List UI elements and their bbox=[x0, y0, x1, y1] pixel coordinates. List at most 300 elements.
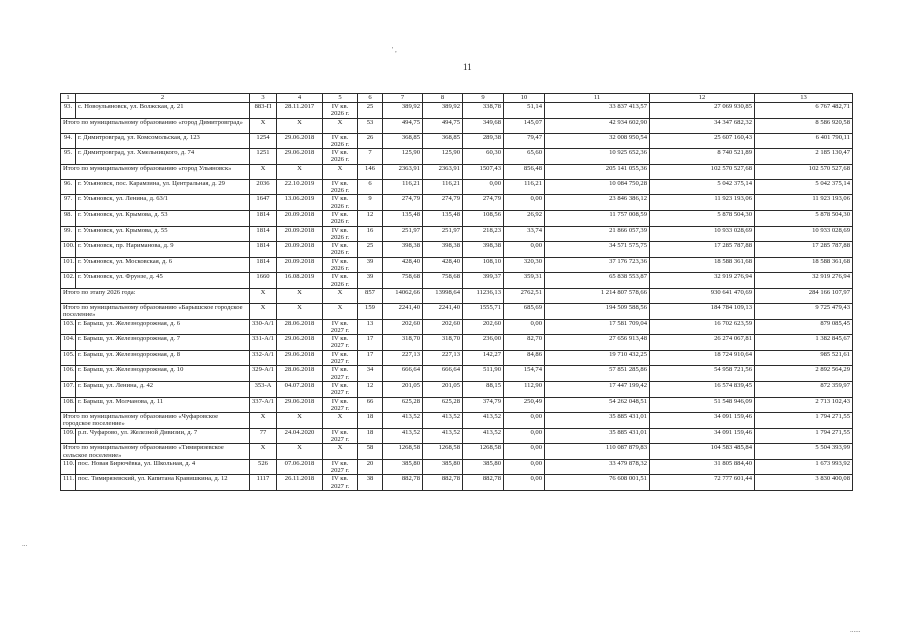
table-cell: 32 919 276,94 bbox=[650, 273, 755, 289]
table-cell: 53 bbox=[358, 118, 383, 133]
table-cell: 27 656 913,48 bbox=[545, 335, 650, 351]
table-cell: 28.11.2017 bbox=[277, 103, 323, 119]
scan-mark-top: ' , bbox=[392, 46, 397, 54]
table-cell: 20.09.2018 bbox=[277, 210, 323, 226]
subtotal-label: Итого по муниципальному образованию «Тимирязевское сельское поселение» bbox=[61, 444, 250, 460]
table-cell: 22.10.2019 bbox=[277, 179, 323, 195]
column-number-cell: 13 bbox=[755, 94, 853, 103]
column-number-cell: 6 bbox=[358, 94, 383, 103]
table-cell: 23 846 386,12 bbox=[545, 195, 650, 211]
subtotal-label: Итого по муниципальному образованию «Чуфаровское городское поселение» bbox=[61, 413, 250, 429]
table-cell: 51 548 946,09 bbox=[650, 397, 755, 413]
table-cell: X bbox=[323, 118, 358, 133]
table-cell: X bbox=[277, 164, 323, 179]
table-cell: 18 588 361,68 bbox=[650, 257, 755, 273]
row-number: 107. bbox=[61, 381, 76, 397]
column-number-cell: 10 bbox=[504, 94, 545, 103]
table-cell: 26 bbox=[358, 133, 383, 149]
table-cell: IV кв. 2027 г. bbox=[323, 335, 358, 351]
table-cell: 25 bbox=[358, 242, 383, 258]
table-cell: 04.07.2018 bbox=[277, 381, 323, 397]
table-cell: 274,79 bbox=[423, 195, 463, 211]
table-cell: 34 091 159,46 bbox=[650, 413, 755, 429]
table-cell: 12 bbox=[358, 381, 383, 397]
table-cell: 110 087 879,83 bbox=[545, 444, 650, 460]
table-cell: 194 509 588,56 bbox=[545, 303, 650, 319]
table-cell: 428,40 bbox=[423, 257, 463, 273]
table-cell: 34 571 575,75 bbox=[545, 242, 650, 258]
table-cell: 274,79 bbox=[463, 195, 504, 211]
table-cell: 27 069 930,85 bbox=[650, 103, 755, 119]
table-cell: 1117 bbox=[250, 475, 277, 491]
table-cell: 28.06.2018 bbox=[277, 366, 323, 382]
table-cell: 77 bbox=[250, 428, 277, 444]
column-number-cell: 3 bbox=[250, 94, 277, 103]
table-cell: 250,49 bbox=[504, 397, 545, 413]
table-cell: 329-А/1 bbox=[250, 366, 277, 382]
table-cell: 1254 bbox=[250, 133, 277, 149]
table-cell: 20.09.2018 bbox=[277, 257, 323, 273]
table-cell: 625,28 bbox=[423, 397, 463, 413]
table-cell: 6 401 790,11 bbox=[755, 133, 853, 149]
subtotal-row bbox=[61, 118, 853, 133]
table-cell: IV кв. 2027 г. bbox=[323, 397, 358, 413]
table-cell: 2036 bbox=[250, 179, 277, 195]
table-cell: 2 892 564,29 bbox=[755, 366, 853, 382]
table-cell: 251,97 bbox=[383, 226, 423, 242]
table-cell: 758,68 bbox=[383, 273, 423, 289]
table-cell: 35 885 431,01 bbox=[545, 413, 650, 429]
table-cell: 1647 bbox=[250, 195, 277, 211]
row-number: 109. bbox=[61, 428, 76, 444]
row-number: 93. bbox=[61, 103, 76, 119]
table-cell: X bbox=[277, 303, 323, 319]
table-cell: IV кв. 2026 г. bbox=[323, 195, 358, 211]
table-cell: 0,00 bbox=[504, 319, 545, 335]
subtotal-row bbox=[61, 303, 853, 319]
table-cell: 39 bbox=[358, 257, 383, 273]
table-cell: 60,30 bbox=[463, 149, 504, 165]
table-row bbox=[61, 273, 853, 289]
table-cell: 8 586 920,58 bbox=[755, 118, 853, 133]
table-cell: 856,48 bbox=[504, 164, 545, 179]
table-cell: г. Ульяновск, ул. Ленина, д. 63/1 bbox=[76, 195, 250, 211]
table-cell: 116,21 bbox=[504, 179, 545, 195]
table-cell: 5 878 504,30 bbox=[650, 210, 755, 226]
table-cell: IV кв. 2026 г. bbox=[323, 103, 358, 119]
table-cell: X bbox=[277, 413, 323, 429]
table-cell: X bbox=[323, 444, 358, 460]
column-number-cell: 9 bbox=[463, 94, 504, 103]
table-cell: 318,70 bbox=[383, 335, 423, 351]
row-number: 97. bbox=[61, 195, 76, 211]
table-cell: 16.08.2019 bbox=[277, 273, 323, 289]
table-cell: 10 933 028,69 bbox=[755, 226, 853, 242]
table-cell: 54 262 048,51 bbox=[545, 397, 650, 413]
table-cell: 872 359,97 bbox=[755, 381, 853, 397]
table-cell: 135,48 bbox=[383, 210, 423, 226]
table-cell: X bbox=[250, 118, 277, 133]
table-cell: 26,92 bbox=[504, 210, 545, 226]
table-cell: 0,00 bbox=[463, 179, 504, 195]
table-cell: X bbox=[250, 444, 277, 460]
table-cell: IV кв. 2026 г. bbox=[323, 133, 358, 149]
table-cell: IV кв. 2027 г. bbox=[323, 350, 358, 366]
table-cell: 32 008 950,54 bbox=[545, 133, 650, 149]
table-cell: X bbox=[250, 303, 277, 319]
table-cell: X bbox=[250, 288, 277, 303]
table-cell: IV кв. 2026 г. bbox=[323, 179, 358, 195]
table-cell: 72 777 601,44 bbox=[650, 475, 755, 491]
table-cell: 1251 bbox=[250, 149, 277, 165]
table-cell: 145,07 bbox=[504, 118, 545, 133]
table-cell: 2363,91 bbox=[423, 164, 463, 179]
table-cell: 1814 bbox=[250, 210, 277, 226]
table-cell: 1 214 807 578,66 bbox=[545, 288, 650, 303]
table-cell: 236,00 bbox=[463, 335, 504, 351]
table-cell: IV кв. 2026 г. bbox=[323, 149, 358, 165]
table-row bbox=[61, 397, 853, 413]
table-cell: 29.06.2018 bbox=[277, 335, 323, 351]
table-cell: 2762,51 bbox=[504, 288, 545, 303]
table-cell: 88,15 bbox=[463, 381, 504, 397]
table-cell: 26 274 067,81 bbox=[650, 335, 755, 351]
table-cell: 331-А/1 bbox=[250, 335, 277, 351]
table-cell: 359,31 bbox=[504, 273, 545, 289]
table-cell: 25 bbox=[358, 103, 383, 119]
table-cell: 201,05 bbox=[423, 381, 463, 397]
table-cell: 38 bbox=[358, 475, 383, 491]
table-cell: 413,52 bbox=[463, 413, 504, 429]
table-cell: пос. Новая Бирючёвка, ул. Школьная, д. 4 bbox=[76, 459, 250, 475]
table-cell: IV кв. 2027 г. bbox=[323, 366, 358, 382]
column-number-cell: 8 bbox=[423, 94, 463, 103]
row-number: 104. bbox=[61, 335, 76, 351]
table-cell: 13 bbox=[358, 319, 383, 335]
table-row bbox=[61, 319, 853, 335]
table-cell: 385,80 bbox=[463, 459, 504, 475]
table-cell: 227,13 bbox=[423, 350, 463, 366]
table-cell: 26.11.2018 bbox=[277, 475, 323, 491]
table-cell: 338,78 bbox=[463, 103, 504, 119]
row-number: 102. bbox=[61, 273, 76, 289]
table-cell: 202,60 bbox=[383, 319, 423, 335]
table-cell: 33 479 878,32 bbox=[545, 459, 650, 475]
table-cell: 20.09.2018 bbox=[277, 242, 323, 258]
column-number-cell: 7 bbox=[383, 94, 423, 103]
table-cell: X bbox=[250, 164, 277, 179]
table-cell: IV кв. 2026 г. bbox=[323, 273, 358, 289]
table-cell: 11 757 008,59 bbox=[545, 210, 650, 226]
table-cell: 7 bbox=[358, 149, 383, 165]
table-cell: 17 bbox=[358, 350, 383, 366]
table-cell: г. Ульяновск, пос. Карамзина, ул. Центральная, д. 29 bbox=[76, 179, 250, 195]
table-row bbox=[61, 242, 853, 258]
table-cell: 29.06.2018 bbox=[277, 149, 323, 165]
table-cell: 65 838 553,87 bbox=[545, 273, 650, 289]
row-number: 98. bbox=[61, 210, 76, 226]
table-row bbox=[61, 381, 853, 397]
table-cell: 9 725 479,43 bbox=[755, 303, 853, 319]
table-cell: 21 866 057,39 bbox=[545, 226, 650, 242]
table-cell: г. Ульяновск, пр. Нариманова, д. 9 bbox=[76, 242, 250, 258]
table-cell: 0,00 bbox=[504, 195, 545, 211]
table-cell: 413,52 bbox=[463, 428, 504, 444]
row-number: 100. bbox=[61, 242, 76, 258]
table-cell: 29.06.2018 bbox=[277, 350, 323, 366]
scan-mark-bottom-right: ...... bbox=[850, 626, 861, 634]
table-cell: 10 933 028,69 bbox=[650, 226, 755, 242]
table-cell: 18 bbox=[358, 428, 383, 444]
table-cell: 142,27 bbox=[463, 350, 504, 366]
table-cell: 39 bbox=[358, 273, 383, 289]
table-cell: 112,90 bbox=[504, 381, 545, 397]
table-cell: 16 574 839,45 bbox=[650, 381, 755, 397]
table-cell: 5 878 504,30 bbox=[755, 210, 853, 226]
row-number: 111. bbox=[61, 475, 76, 491]
table-cell: 368,85 bbox=[383, 133, 423, 149]
table-cell: г. Ульяновск, ул. Крымова, д. 55 bbox=[76, 226, 250, 242]
row-number: 105. bbox=[61, 350, 76, 366]
table-row bbox=[61, 210, 853, 226]
scan-mark-left: ... bbox=[22, 540, 28, 548]
table-cell: 2241,40 bbox=[423, 303, 463, 319]
table-cell: 31 805 884,40 bbox=[650, 459, 755, 475]
table-cell: 625,28 bbox=[383, 397, 423, 413]
table-cell: г. Барыш, ул. Железнодорожная, д. 7 bbox=[76, 335, 250, 351]
row-number: 99. bbox=[61, 226, 76, 242]
table-cell: 413,52 bbox=[423, 413, 463, 429]
table-cell: X bbox=[277, 288, 323, 303]
table-cell: IV кв. 2026 г. bbox=[323, 226, 358, 242]
column-number-cell: 5 bbox=[323, 94, 358, 103]
table-cell: 320,30 bbox=[504, 257, 545, 273]
table-cell: 17 285 787,88 bbox=[755, 242, 853, 258]
table-cell: 18 bbox=[358, 413, 383, 429]
table-row bbox=[61, 366, 853, 382]
table-cell: IV кв. 2027 г. bbox=[323, 381, 358, 397]
table-cell: 58 bbox=[358, 444, 383, 460]
table-cell: с. Новоульяновск, ул. Волжская, д. 21 bbox=[76, 103, 250, 119]
table-cell: 526 bbox=[250, 459, 277, 475]
table-cell: X bbox=[323, 288, 358, 303]
table-cell: 0,00 bbox=[504, 475, 545, 491]
table-cell: г. Барыш, ул. Ленина, д. 42 bbox=[76, 381, 250, 397]
table-cell: 332-А/1 bbox=[250, 350, 277, 366]
table-cell: г. Ульяновск, ул. Крымова, д. 53 bbox=[76, 210, 250, 226]
table-cell: 11236,13 bbox=[463, 288, 504, 303]
table-cell: 883-П bbox=[250, 103, 277, 119]
table-row bbox=[61, 350, 853, 366]
table-cell: 511,90 bbox=[463, 366, 504, 382]
subtotal-row bbox=[61, 164, 853, 179]
table-cell: 882,78 bbox=[463, 475, 504, 491]
table-cell: 34 091 159,46 bbox=[650, 428, 755, 444]
table-cell: IV кв. 2027 г. bbox=[323, 428, 358, 444]
table-row bbox=[61, 475, 853, 491]
table-row bbox=[61, 103, 853, 119]
table-cell: 385,80 bbox=[423, 459, 463, 475]
table-cell: 1 673 993,92 bbox=[755, 459, 853, 475]
table-cell: IV кв. 2027 г. bbox=[323, 475, 358, 491]
table-cell: 428,40 bbox=[383, 257, 423, 273]
table-cell: 84,86 bbox=[504, 350, 545, 366]
table-cell: 349,68 bbox=[463, 118, 504, 133]
table-cell: 985 521,61 bbox=[755, 350, 853, 366]
table-cell: 17 581 709,04 bbox=[545, 319, 650, 335]
row-number: 95. bbox=[61, 149, 76, 165]
table-cell: 17 447 199,42 bbox=[545, 381, 650, 397]
table-cell: г. Димитровград, ул. Хмельницкого, д. 74 bbox=[76, 149, 250, 165]
subtotal-row bbox=[61, 288, 853, 303]
column-number-cell: 1 bbox=[61, 94, 76, 103]
table-cell: 0,00 bbox=[504, 413, 545, 429]
table-cell: IV кв. 2026 г. bbox=[323, 242, 358, 258]
table-cell: 289,38 bbox=[463, 133, 504, 149]
table-cell: 0,00 bbox=[504, 428, 545, 444]
table-cell: 202,60 bbox=[463, 319, 504, 335]
table-cell: 65,60 bbox=[504, 149, 545, 165]
table-cell: 879 085,45 bbox=[755, 319, 853, 335]
table-cell: 154,74 bbox=[504, 366, 545, 382]
table-cell: 5 042 375,14 bbox=[755, 179, 853, 195]
table-cell: 274,79 bbox=[383, 195, 423, 211]
table-cell: 1507,43 bbox=[463, 164, 504, 179]
table-cell: 12 bbox=[358, 210, 383, 226]
table-cell: 413,52 bbox=[383, 413, 423, 429]
table-cell: IV кв. 2026 г. bbox=[323, 257, 358, 273]
table-cell: 18 724 910,64 bbox=[650, 350, 755, 366]
table-cell: 389,92 bbox=[383, 103, 423, 119]
table-header-row bbox=[61, 94, 853, 103]
table-cell: 24.04.2020 bbox=[277, 428, 323, 444]
table-cell: 2241,40 bbox=[383, 303, 423, 319]
table-row bbox=[61, 149, 853, 165]
table-row bbox=[61, 195, 853, 211]
table-cell: 28.06.2018 bbox=[277, 319, 323, 335]
table-cell: 0,00 bbox=[504, 459, 545, 475]
column-number-cell: 11 bbox=[545, 94, 650, 103]
table-cell: 202,60 bbox=[423, 319, 463, 335]
table-cell: 368,85 bbox=[423, 133, 463, 149]
table-cell: 353-А bbox=[250, 381, 277, 397]
table-cell: 125,90 bbox=[423, 149, 463, 165]
table-cell: 6 bbox=[358, 179, 383, 195]
column-number-cell: 2 bbox=[76, 94, 250, 103]
table-cell: 1 794 271,55 bbox=[755, 413, 853, 429]
table-cell: г. Барыш, ул. Молчанова, д. 11 bbox=[76, 397, 250, 413]
table-cell: 42 934 602,90 bbox=[545, 118, 650, 133]
table-cell: 20.09.2018 bbox=[277, 226, 323, 242]
table-cell: 5 504 393,99 bbox=[755, 444, 853, 460]
table-cell: 330-А/1 bbox=[250, 319, 277, 335]
table-row bbox=[61, 459, 853, 475]
table-cell: 07.06.2018 bbox=[277, 459, 323, 475]
table-cell: 1268,58 bbox=[423, 444, 463, 460]
table-cell: 2363,91 bbox=[383, 164, 423, 179]
subtotal-label: Итого по этапу 2026 года: bbox=[61, 288, 250, 303]
table-cell: 34 347 682,32 bbox=[650, 118, 755, 133]
subtotal-row bbox=[61, 413, 853, 429]
table-cell: 374,79 bbox=[463, 397, 504, 413]
table-cell: 318,70 bbox=[423, 335, 463, 351]
table-cell: 1814 bbox=[250, 226, 277, 242]
table-cell: 82,70 bbox=[504, 335, 545, 351]
table-cell: г. Ульяновск, ул. Московская, д. 6 bbox=[76, 257, 250, 273]
table-cell: X bbox=[323, 164, 358, 179]
row-number: 103. bbox=[61, 319, 76, 335]
table-cell: 33 837 413,57 bbox=[545, 103, 650, 119]
column-number-cell: 12 bbox=[650, 94, 755, 103]
table-cell: 108,10 bbox=[463, 257, 504, 273]
table-cell: 54 958 721,56 bbox=[650, 366, 755, 382]
table-cell: 6 767 482,71 bbox=[755, 103, 853, 119]
table-cell: 108,56 bbox=[463, 210, 504, 226]
table-cell: г. Димитровград, ул. Комсомольская, д. 123 bbox=[76, 133, 250, 149]
table-cell: X bbox=[277, 118, 323, 133]
table-cell: 1 382 845,67 bbox=[755, 335, 853, 351]
table-cell: 1555,71 bbox=[463, 303, 504, 319]
table-cell: г. Барыш, ул. Железнодорожная, д. 6 bbox=[76, 319, 250, 335]
table-cell: 18 588 361,68 bbox=[755, 257, 853, 273]
table-cell: 227,13 bbox=[383, 350, 423, 366]
table-cell: 104 583 485,84 bbox=[650, 444, 755, 460]
table-cell: 9 bbox=[358, 195, 383, 211]
table-cell: 1814 bbox=[250, 242, 277, 258]
table-cell: 1 794 271,55 bbox=[755, 428, 853, 444]
table-row bbox=[61, 428, 853, 444]
table-cell: 116,21 bbox=[423, 179, 463, 195]
table-cell: 19 710 432,25 bbox=[545, 350, 650, 366]
table-cell: 20 bbox=[358, 459, 383, 475]
table-cell: 5 042 375,14 bbox=[650, 179, 755, 195]
table-cell: 135,48 bbox=[423, 210, 463, 226]
subtotal-label: Итого по муниципальному образованию «Барышское городское поселение» bbox=[61, 303, 250, 319]
table-cell: 398,38 bbox=[423, 242, 463, 258]
table-cell: 413,52 bbox=[423, 428, 463, 444]
table-cell: 184 784 109,13 bbox=[650, 303, 755, 319]
table-cell: г. Ульяновск, ул. Фрунзе, д. 45 bbox=[76, 273, 250, 289]
row-number: 96. bbox=[61, 179, 76, 195]
table-cell: IV кв. 2027 г. bbox=[323, 319, 358, 335]
table-cell: 14062,66 bbox=[383, 288, 423, 303]
row-number: 110. bbox=[61, 459, 76, 475]
table-cell: 398,38 bbox=[383, 242, 423, 258]
table-cell: 882,78 bbox=[383, 475, 423, 491]
table-cell: 79,47 bbox=[504, 133, 545, 149]
table-cell: 102 570 527,68 bbox=[650, 164, 755, 179]
table-cell: 32 919 276,94 bbox=[755, 273, 853, 289]
table-cell: р.п. Чуфарово, ул. Железной Дивизии, д. 7 bbox=[76, 428, 250, 444]
table-cell: 10 925 652,36 bbox=[545, 149, 650, 165]
table-cell: 29.06.2018 bbox=[277, 133, 323, 149]
table-cell: 399,37 bbox=[463, 273, 504, 289]
table-row bbox=[61, 226, 853, 242]
table-cell: 35 885 431,01 bbox=[545, 428, 650, 444]
table-cell: 33,74 bbox=[504, 226, 545, 242]
table-cell: 2 713 102,43 bbox=[755, 397, 853, 413]
table-cell: 385,80 bbox=[383, 459, 423, 475]
row-number: 106. bbox=[61, 366, 76, 382]
table-cell: 76 608 001,51 bbox=[545, 475, 650, 491]
table-cell: 494,75 bbox=[383, 118, 423, 133]
table-cell: 3 830 400,08 bbox=[755, 475, 853, 491]
table-cell: 666,64 bbox=[423, 366, 463, 382]
table-cell: 685,69 bbox=[504, 303, 545, 319]
table-cell: X bbox=[323, 413, 358, 429]
table-cell: 29.06.2018 bbox=[277, 397, 323, 413]
table-cell: 13998,64 bbox=[423, 288, 463, 303]
